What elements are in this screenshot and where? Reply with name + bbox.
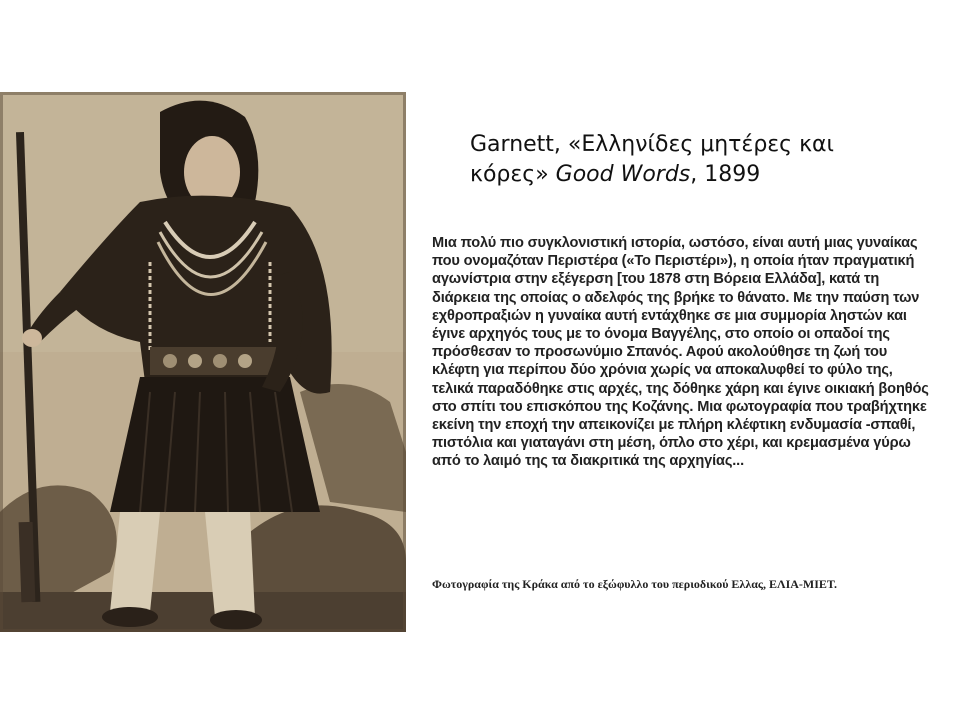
title-year: , 1899	[690, 162, 761, 187]
slide-title	[470, 130, 940, 190]
title-line-1: Garnett, «Ελληνίδες μητέρες και	[470, 132, 834, 157]
title-line-2	[470, 160, 940, 190]
quote-paragraph: Μια πολύ πιο συγκλονιστική ιστορία, ωστόσο, είναι αυτή μιας γυναίκας που ονομαζόταν Περιστέρα («Το Περιστέρι»), η οποία ήταν πραγματική αγωνίστρια στην εξέγερση [του 1878 στη Βόρεια Ελλάδα], κατά τη διάρκεια της οποίας ο αδελφός της βρήκε το θάνατο. Με την παύση των εχθροπραξιών η γυναίκα αυτή εντάχθηκε σε μια συμμορία ληστών και έγινε αρχηγός τους με το όνομα Βαγγέλης, στο οποίο οι οπαδοί της πρόσθεσαν το προσωνύμιο Σπανός. Αφού ακολούθησε τη ζωή του κλέφτη για περίπου δύο χρόνια χωρίς να αποκαλυφθεί το φύλο της, τελικά παραδόθηκε στις αρχές, της δόθηκε χάρη και έγινε οικιακή βοηθός στο σπίτι του επισκόπου της Κοζάνης. Μια φωτογραφία που τραβήχτηκε εκείνη την εποχή την απεικονίζει με πλήρη κλέφτικη ενδυμασία -σπαθί, πιστόλια και γιαταγάνι στη μέση, όπλο στο χέρι, και κρεμασμένα γύρω από το λαιμό της τα διακριτικά της αρχηγίας...	[432, 235, 929, 470]
historic-photograph	[0, 92, 406, 632]
photo-caption: Φωτογραφία της Κράκα από το εξώφυλλο του περιοδικού Ελλας, ΕΛΙΑ-ΜΙΕΤ.	[432, 577, 838, 591]
title-line-2-prefix: κόρες»	[470, 162, 556, 187]
title-publication: Good Words	[555, 162, 691, 187]
photograph-illustration	[0, 92, 406, 632]
